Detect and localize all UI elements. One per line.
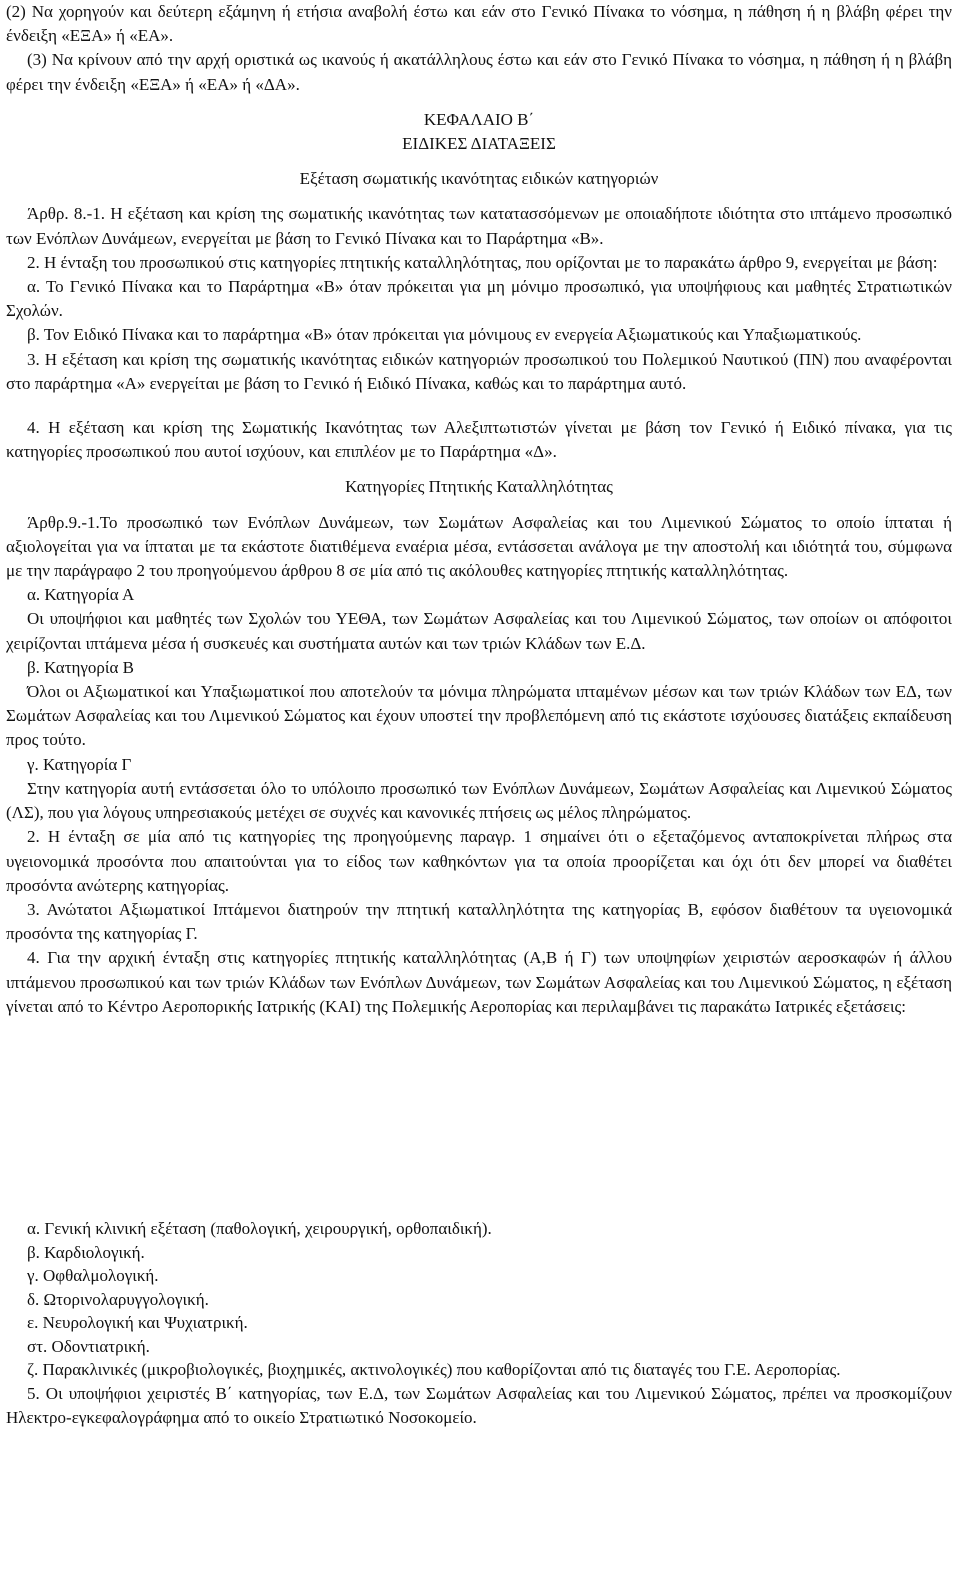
- article-8-paragraph-2: 2. Η ένταξη του προσωπικού στις κατηγορίες πτητικής καταλληλότητας, που ορίζονται με το παρακάτω άρθρο 9, ενεργείται με βάση:: [27, 252, 938, 272]
- list-item: στ. Οδοντιατρική.: [27, 1336, 150, 1356]
- category-b-label: β. Κατηγορία Β: [27, 657, 134, 677]
- category-a-text: Οι υποψήφιοι και μαθητές των Σχολών του ΥΕΘΑ, των Σωμάτων Ασφαλείας και του Λιμενικού Σώματος, των οποίων οι απόφοιτοι χειρίζονται ιπτάμενα μέσα ή συσκευές και συστήματα αυτών και των τριών Κλάδων των Ε.Δ.: [6, 609, 952, 653]
- list-item: ε. Νευρολογική και Ψυχιατρική.: [27, 1313, 248, 1333]
- article-9-paragraph-3: 3. Ανώτατοι Αξιωματικοί Ιπτάμενοι διατηρούν την πτητική καταλληλότητα της κατηγορίας Β, εφόσον διαθέτουν τα υγειονομικά προσόντα της κατηγορίας Γ.: [6, 899, 952, 944]
- chapter-subtitle: ΕΙΔΙΚΕΣ ΔΙΑΤΑΞΕΙΣ: [402, 134, 556, 154]
- article-9-paragraph-2: 2. Η ένταξη σε μία από τις κατηγορίες της προηγούμενης παραγρ. 1 σημαίνει ότι ο εξεταζόμενος ανταποκρίνεται πλήρως στα υγειονομικά προσόντα που απαιτούνται για το είδος των καθηκόντων για τα οποία προορίζεται και όχι ότι δεν μπορεί να διαθέτει προσόντα ανώτερης κατηγορίας.: [6, 827, 952, 895]
- section-heading: Κατηγορίες Πτητικής Καταλληλότητας: [345, 477, 613, 497]
- article-9-paragraph-5: 5. Οι υποψήφιοι χειριστές Β΄ κατηγορίας, των Ε.Δ, των Σωμάτων Ασφαλείας και του Λιμενικού Σώματος, πρέπει να προσκομίζουν Ηλεκτρο-εγκεφαλογράφημα από το οικείο Στρατιωτικό Νοσοκομείο.: [6, 1384, 952, 1427]
- list-item: α. Γενική κλινική εξέταση (παθολογική, χειρουργική, ορθοπαιδική).: [27, 1218, 492, 1238]
- article-8-paragraph-3: 3. Η εξέταση και κρίση της σωματικής ικανότητας ειδικών κατηγοριών προσωπικού του Πολεμικού Ναυτικού (ΠΝ) που αναφέρονται στο παράρτημα «Α» ενεργείται με βάση το Γενικό ή Ειδικό Πίνακα, καθώς και το παράρτημα αυτό.: [6, 349, 952, 393]
- list-item: γ. Οφθαλμολογική.: [27, 1266, 159, 1286]
- chapter-heading: Εξέταση σωματικής ικανότητας ειδικών κατηγοριών: [299, 169, 659, 189]
- list-item: δ. Ωτορινολαρυγγολογική.: [27, 1289, 209, 1309]
- list-item: ζ. Παρακλινικές (μικροβιολογικές, βιοχημικές, ακτινολογικές) που καθορίζονται από τις διαταγές του Γ.Ε. Αεροπορίας.: [27, 1360, 841, 1380]
- article-8-paragraph-2b: β. Τον Ειδικό Πίνακα και το παράρτημα «Β» όταν πρόκειται για μόνιμους εν ενεργεία Αξιωματικούς και Υπαξιωματικούς.: [27, 325, 862, 345]
- intro-paragraph-3: (3) Να κρίνουν από την αρχή οριστικά ως ικανούς ή ακατάλληλους έστω και εάν στο Γενικό Πίνακα το νόσημα, η πάθηση ή η βλάβη φέρει την ένδειξη «ΕΞΑ» ή «ΕΑ» ή «ΔΑ».: [6, 50, 952, 94]
- exam-list: [6, 1217, 952, 1429]
- intro-paragraph-2: (2) Να χορηγούν και δεύτερη εξάμηνη ή ετήσια αναβολή έστω και εάν στο Γενικό Πίνακα το νόσημα, η πάθηση ή η βλάβη φέρει την ένδειξη «ΕΞΑ» ή «ΕΑ».: [6, 2, 952, 46]
- article-8-paragraph-2a: α. Το Γενικό Πίνακα και το Παράρτημα «Β» όταν πρόκειται για μη μόνιμο προσωπικό, για υποψήφιους και μαθητές Στρατιωτικών Σχολών.: [6, 277, 952, 321]
- category-b-text: Όλοι οι Αξιωματικοί και Υπαξιωματικοί που αποτελούν τα μόνιμα πληρώματα ιπταμένων μέσων και των τριών Κλάδων των ΕΔ, των Σωμάτων Ασφαλείας και του Λιμενικού Σώματος και έχουν υποστεί την προβλεπόμενη από τις εκάστοτε ισχύουσες διατάξεις εκπαίδευση προς τούτο.: [6, 682, 952, 750]
- chapter-title: ΚΕΦΑΛΑΙΟ Β΄: [423, 109, 535, 129]
- article-8-paragraph-1: Άρθρ. 8.-1. Η εξέταση και κρίση της σωματικής ικανότητας των κατατασσόμενων με οποιαδήποτε ιδιότητα στο ιπτάμενο προσωπικό των Ενόπλων Δυνάμεων, ενεργείται με βάση το Γενικό Πίνακα και το Παράρτημα «Β».: [6, 204, 952, 248]
- category-c-text: Στην κατηγορία αυτή εντάσσεται όλο το υπόλοιπο προσωπικό των Ενόπλων Δυνάμεων, Σωμάτων Ασφαλείας και Λιμενικού Σώματος (ΛΣ), που για λόγους υπηρεσιακούς μετέχει σε συχνές και κανονικές πτήσεις ως μέλος πληρώματος.: [6, 778, 952, 823]
- document-page: [6, 0, 952, 1429]
- category-a-label: α. Κατηγορία Α: [27, 585, 135, 605]
- article-9-paragraph-4: 4. Για την αρχική ένταξη στις κατηγορίες πτητικής καταλληλότητας (Α,Β ή Γ) των υποψηφίων χειριστών αεροσκαφών ή άλλου ιπτάμενου προσωπικού και των τριών Κλάδων των Ενόπλων Δυνάμεων, των Σωμάτων Ασφαλείας και του Λιμενικού Σώματος, η εξέταση γίνεται από το Κέντρο Αεροπορικής Ιατρικής (ΚΑΙ) της Πολεμικής Αεροπορίας και περιλαμβάνει τις παρακάτω Ιατρικές εξετάσεις:: [6, 948, 952, 1016]
- category-c-label: γ. Κατηγορία Γ: [27, 754, 132, 774]
- article-8-paragraph-4: 4. Η εξέταση και κρίση της Σωματικής Ικανότητας των Αλεξιπτωτιστών γίνεται με βάση τον Γενικό ή Ειδικό πίνακα, για τις κατηγορίες προσωπικού που αυτοί ισχύουν, και επιπλέον με το Παράρτημα «Δ».: [6, 418, 952, 462]
- list-item: β. Καρδιολογική.: [27, 1242, 145, 1262]
- article-9-paragraph-1: Άρθρ.9.-1.Το προσωπικό των Ενόπλων Δυνάμεων, των Σωμάτων Ασφαλείας και του Λιμενικού Σώματος το οποίο ίπταται ή αξιολογείται για να ίπταται με τα εκάστοτε διατιθέμενα εναέρια μέσα, εντάσσεται ανάλογα με την αποστολή και ιδιότητά του, σύμφωνα με την παράγραφο 2 του προηγούμενου άρθρου 8 σε μία από τις ακόλουθες κατηγορίες πτητικής καταλληλότητας.: [6, 512, 952, 581]
